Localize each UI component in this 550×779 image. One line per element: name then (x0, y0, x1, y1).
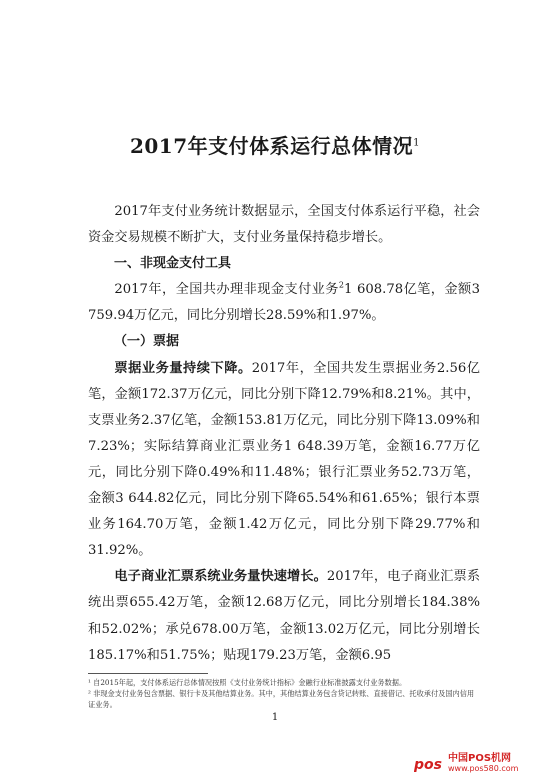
section1-text-b: 1 608.78亿笔，金额3 759.94万亿元，同比分别增长28.59%和1.97%。 (88, 282, 481, 324)
section1-text-a: 2017年，全国共办理非现金支付业务 (114, 282, 339, 298)
bills-body: 2017年，全国共发生票据业务2.56亿笔，金额172.37万亿元，同比分别下降12.79%和8.21%。其中，支票业务2.37亿笔，金额153.81万亿元，同比分别下降13.09%和7.23%；实际结算商业汇票业务1 648.39万笔，金额16.77万亿元，同比分别下降0.49%和11.48%；银行汇票业务52.73万笔，金额3 644.82亿元，同比分别下降65.54%和61.65%；银行本票业务164.70万笔，金额1.42万亿元，同比分别下降29.77%和31.92%。 (88, 360, 480, 559)
ecds-lead: 电子商业汇票系统业务量快速增长。 (114, 569, 327, 585)
watermark-text (448, 754, 518, 774)
footnote-2: ² 非现金支付业务包含票据、银行卡及其他结算业务。其中，其他结算业务包含贷记转账、直接借记、托收承付及国内信用证业务。 (88, 689, 475, 709)
pos-logo-icon (414, 754, 446, 774)
footnote-1: ¹ 自2015年起，支付体系运行总体情况按照《支付业务统计指标》金融行业标准披露支付业务数据。 (88, 678, 407, 687)
section-heading-non-cash: 一、非现金支付工具 (114, 256, 232, 272)
svg-text:pos: pos (414, 757, 442, 773)
page-title (0, 130, 550, 159)
footnote-divider (88, 673, 208, 674)
site-watermark (414, 753, 546, 775)
bills-lead: 票据业务量持续下降。 (114, 360, 252, 376)
title-text: 2017年支付体系运行总体情况 (129, 134, 414, 158)
footnote-mark-2: 2 (338, 280, 344, 290)
ecds-paragraph (88, 564, 480, 668)
title-footnote-mark: 1 (413, 137, 421, 149)
page-number: 1 (271, 712, 279, 723)
intro-paragraph: 2017年支付业务统计数据显示，全国支付体系运行平稳，社会资金交易规模不断扩大，支付业务量保持稳步增长。 (88, 204, 480, 246)
watermark-url: www.pos580.com (448, 764, 519, 773)
section1-paragraph (88, 277, 480, 329)
bills-paragraph (88, 356, 480, 565)
document-body (88, 199, 480, 669)
ecds-body: 2017年，电子商业汇票系统出票655.42万笔，金额12.68万亿元，同比分别增长184.38%和52.02%；承兑678.00万笔，金额13.02万亿元，同比分别增长185.17%和51.75%；贴现179.23万笔，金额6.95 (88, 569, 481, 663)
watermark-site-name: 中国POS机网 (448, 753, 512, 764)
footnotes (88, 677, 480, 710)
subsection-heading-bills: （一）票据 (114, 334, 180, 350)
